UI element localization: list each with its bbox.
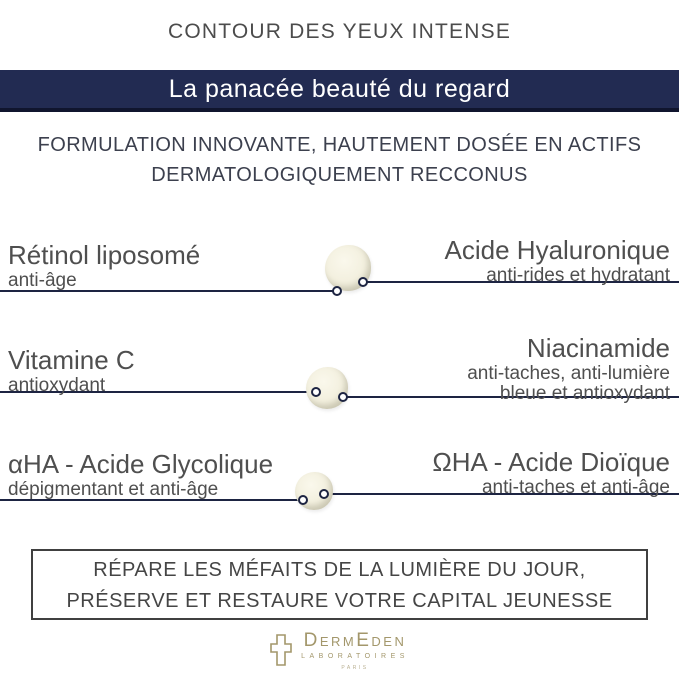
ingredient-name: Vitamine C (8, 345, 135, 375)
formulation-subtitle (0, 130, 679, 190)
connector-dot-left (332, 286, 342, 296)
ingredient-right-label (445, 236, 670, 286)
ingredient-name: Niacinamide (526, 333, 670, 363)
tagline-text: La panacée beauté du regard (168, 74, 511, 103)
page-title: CONTOUR DES YEUX INTENSE (167, 20, 512, 43)
pharmacy-cross-icon (270, 634, 292, 666)
subtitle-line-2: DERMATOLOGIQUEMENT RECCONUS (151, 164, 528, 186)
ingredient-name: ΩHA - Acide Dioïque (432, 447, 670, 477)
ingredient-name: Acide Hyaluronique (444, 235, 670, 265)
connector-dot-right (338, 392, 348, 402)
ingredient-name: Rétinol liposomé (8, 240, 201, 270)
benefit-line-1: RÉPARE LES MÉFAITS DE LA LUMIÈRE DU JOUR, (93, 559, 586, 581)
connector-dot-left (311, 387, 321, 397)
subtitle-line-1: FORMULATION INNOVANTE, HAUTEMENT DOSÉE EN ACTIFS (37, 134, 642, 156)
ingredient-benefit: dépigmentant et anti-âge (8, 479, 219, 500)
connector-dot-right (358, 277, 368, 287)
brand-logo-text (301, 632, 409, 671)
ingredient-left-label (8, 241, 200, 291)
ingredient-left-label (8, 346, 135, 396)
ingredient-right-label (432, 448, 670, 498)
brand-laboratories: LABORATOIRES (301, 653, 409, 660)
tagline-banner (0, 70, 679, 112)
ingredient-benefit: bleue et antioxydant (499, 383, 670, 404)
ingredient-benefit: anti-taches, anti-lumière (467, 363, 670, 384)
brand-city: PARIS (341, 665, 369, 671)
benefits-box (31, 549, 648, 620)
ingredient-benefit: antioxydant (8, 375, 106, 396)
brand-logo (0, 632, 679, 671)
ingredient-right-label (467, 334, 670, 404)
ingredient-name: αHA - Acide Glycolique (8, 449, 274, 479)
connector-dot-right (319, 489, 329, 499)
brand-name: DermEden (303, 630, 407, 651)
connector-dot-left (298, 495, 308, 505)
ingredient-benefit: anti-rides et hydratant (486, 265, 670, 286)
ingredient-left-label (8, 450, 273, 500)
benefit-line-2: PRÉSERVE ET RESTAURE VOTRE CAPITAL JEUNESSE (66, 590, 613, 612)
ingredient-benefit: anti-taches et anti-âge (481, 477, 670, 498)
ingredient-benefit: anti-âge (8, 270, 77, 291)
